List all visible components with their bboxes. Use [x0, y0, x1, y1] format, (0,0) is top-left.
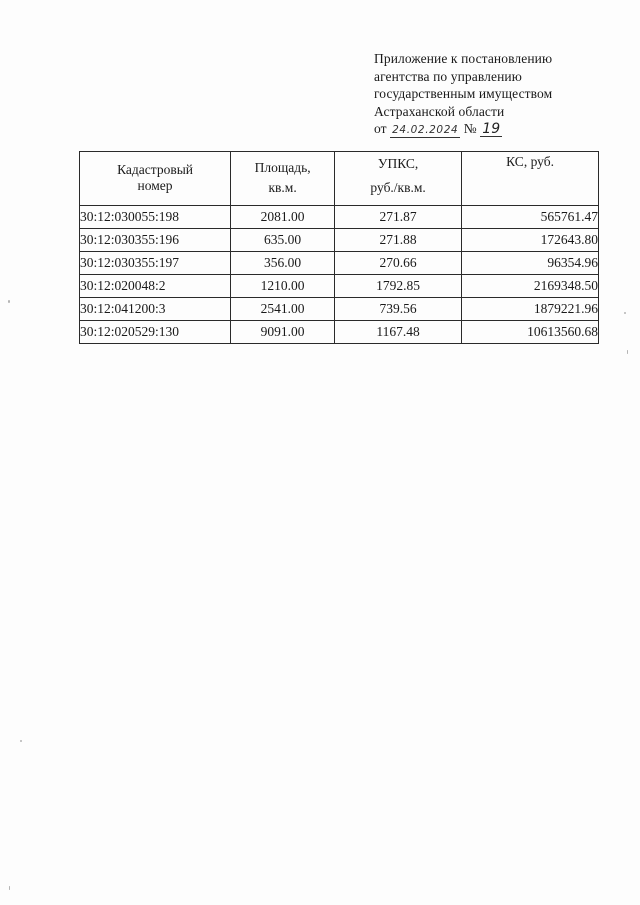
- cadastral-number-cell: 30:12:030355:197: [80, 252, 231, 275]
- upks-cell: 271.88: [335, 229, 462, 252]
- handwritten-number: 19: [482, 121, 501, 137]
- handwritten-date: 24.02.2024: [392, 124, 459, 136]
- table-row: [80, 229, 599, 252]
- header-line: Астраханской области: [374, 103, 505, 119]
- header-line: Приложение к постановлению: [374, 51, 553, 66]
- upks-cell: 270.66: [335, 252, 462, 275]
- table-row: [80, 321, 599, 344]
- resolution-reference: [374, 120, 614, 138]
- column-header-line: КС, руб.: [506, 154, 554, 169]
- cadastral-number-cell: 30:12:030055:198: [80, 206, 231, 229]
- column-header-cadastral-value: [462, 152, 599, 206]
- cadastral-value-cell: 1879221.96: [462, 298, 599, 321]
- table-row: [80, 298, 599, 321]
- scan-speck: [8, 300, 10, 303]
- ref-prefix: от: [374, 121, 387, 136]
- header-line: государственным имуществом: [374, 86, 553, 101]
- column-header-line: руб./кв.м.: [370, 180, 426, 195]
- scan-speck: [20, 740, 22, 742]
- column-header-line: Площадь,: [254, 160, 311, 175]
- table-row: [80, 206, 599, 229]
- cadastral-number-cell: 30:12:020048:2: [80, 275, 231, 298]
- scan-speck: [627, 350, 628, 354]
- column-header-line: УПКС,: [377, 156, 419, 171]
- area-cell: 2081.00: [231, 206, 335, 229]
- ref-number-label: №: [463, 121, 477, 136]
- table-header-row: [80, 152, 599, 206]
- upks-cell: 739.56: [335, 298, 462, 321]
- area-cell: 635.00: [231, 229, 335, 252]
- column-header-area: [231, 152, 335, 206]
- area-cell: 2541.00: [231, 298, 335, 321]
- area-cell: 356.00: [231, 252, 335, 275]
- cadastral-number-cell: 30:12:041200:3: [80, 298, 231, 321]
- upks-cell: 271.87: [335, 206, 462, 229]
- appendix-header: [374, 50, 614, 138]
- area-cell: 1210.00: [231, 275, 335, 298]
- column-header-upks: [335, 152, 462, 206]
- cadastral-value-cell: 96354.96: [462, 252, 599, 275]
- table-row: [80, 252, 599, 275]
- cadastral-number-cell: 30:12:020529:130: [80, 321, 231, 344]
- header-line: агентства по управлению: [374, 68, 522, 84]
- cadastral-value-cell: 10613560.68: [462, 321, 599, 344]
- cadastral-value-cell: 2169348.50: [462, 275, 599, 298]
- column-header-line: кв.м.: [268, 180, 297, 195]
- scan-speck: [9, 886, 10, 890]
- upks-cell: 1792.85: [335, 275, 462, 298]
- area-cell: 9091.00: [231, 321, 335, 344]
- cadastral-number-cell: 30:12:030355:196: [80, 229, 231, 252]
- cadastral-value-cell: 172643.80: [462, 229, 599, 252]
- table-row: [80, 275, 599, 298]
- column-header-line: номер: [137, 178, 173, 193]
- column-header-cadastral-number: [80, 152, 231, 206]
- upks-cell: 1167.48: [335, 321, 462, 344]
- column-header-line: Кадастровый: [117, 162, 193, 177]
- scan-speck: [624, 312, 626, 314]
- cadastral-value-cell: 565761.47: [462, 206, 599, 229]
- cadastral-value-table: [79, 151, 599, 344]
